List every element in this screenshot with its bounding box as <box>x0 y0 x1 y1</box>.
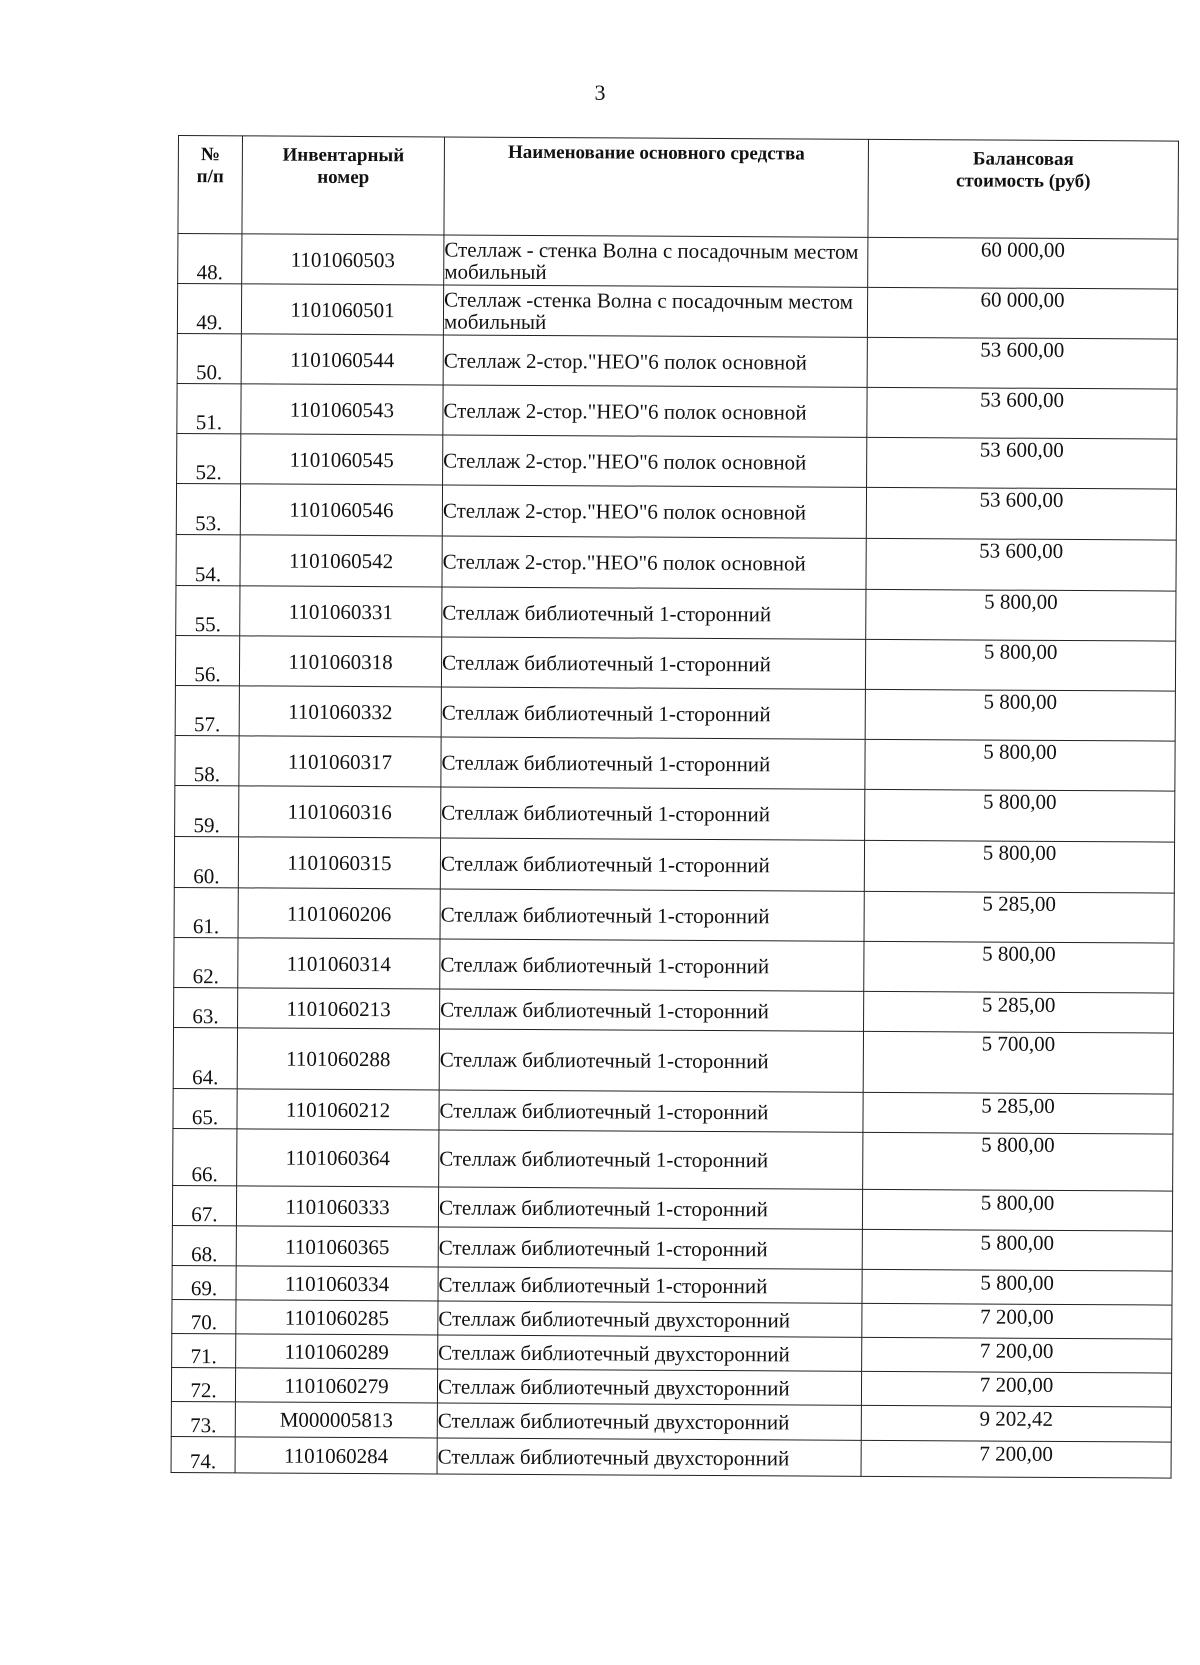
table-row <box>174 937 1174 993</box>
row-number: 64. <box>173 1027 237 1088</box>
balance-cost: 5 800,00 <box>864 840 1174 893</box>
asset-name: Стеллаж библиотечный 1-сторонний <box>441 687 865 739</box>
table-row <box>177 433 1177 489</box>
balance-cost: 60 000,00 <box>867 287 1177 339</box>
row-number: 67. <box>172 1185 236 1225</box>
table-row <box>172 1333 1172 1373</box>
inventory-number: 1101060206 <box>238 888 440 939</box>
inventory-number: 1101060545 <box>241 434 443 485</box>
balance-cost: 5 285,00 <box>863 1092 1173 1134</box>
table-row <box>176 483 1176 540</box>
balance-cost: 5 800,00 <box>863 1132 1173 1191</box>
asset-name: Стеллаж библиотечный двухсторонний <box>437 1369 861 1405</box>
asset-name: Стеллаж -стенка Волна с посадочным местом мобильный <box>443 285 867 337</box>
inventory-number: 1101060333 <box>236 1186 438 1227</box>
row-number: 51. <box>177 383 241 433</box>
asset-name: Стеллаж библиотечный 1-сторонний <box>441 787 865 840</box>
inventory-number: 1101060284 <box>235 1437 437 1474</box>
row-number: 49. <box>177 284 241 334</box>
balance-cost: 5 800,00 <box>862 1229 1172 1271</box>
header-row-number: № п/п <box>178 136 243 234</box>
row-number: 62. <box>174 937 238 987</box>
asset-name: Стеллаж библиотечный 1-сторонний <box>439 1130 863 1189</box>
table-row <box>176 534 1176 591</box>
balance-cost: 5 700,00 <box>863 1031 1173 1094</box>
inventory-number: 1101060544 <box>241 334 443 385</box>
table-row <box>176 585 1176 641</box>
inventory-number: 1101060213 <box>238 988 440 1029</box>
table-row <box>175 785 1175 842</box>
asset-name: Стеллаж библиотечный 1-сторонний <box>439 1029 863 1092</box>
row-number: 74. <box>171 1436 235 1472</box>
balance-cost: 7 200,00 <box>862 1303 1172 1339</box>
inventory-number: 1101060316 <box>239 786 441 838</box>
inventory-number: 1101060365 <box>236 1226 438 1267</box>
balance-cost: 7 200,00 <box>861 1440 1171 1478</box>
asset-name: Стеллаж библиотечный 1-сторонний <box>442 587 866 639</box>
inventory-number: 1101060288 <box>237 1028 439 1090</box>
asset-name: Стеллаж библиотечный двухсторонний <box>437 1403 861 1440</box>
table-row <box>175 635 1175 691</box>
table-row <box>173 1027 1173 1094</box>
inventory-number: 1101060501 <box>241 284 443 335</box>
table-body <box>171 234 1178 1479</box>
inventory-number: 1101060314 <box>238 938 440 989</box>
asset-name: Стеллаж библиотечный двухсторонний <box>438 1301 862 1337</box>
row-number: 50. <box>177 333 241 383</box>
table-row <box>171 1436 1171 1478</box>
asset-name: Стеллаж 2-стор."НЕО"6 полок основной <box>443 435 867 487</box>
header-inventory-number: Инвентарный номер <box>242 136 445 235</box>
balance-cost: 5 285,00 <box>864 891 1174 943</box>
asset-name: Стеллаж 2-стор."НЕО"6 полок основной <box>442 485 866 538</box>
row-number: 65. <box>173 1088 237 1128</box>
balance-cost: 5 800,00 <box>862 1189 1172 1231</box>
balance-cost: 7 200,00 <box>861 1371 1171 1407</box>
row-number: 53. <box>176 483 240 534</box>
inventory-number: 1101060503 <box>242 234 444 285</box>
balance-cost: 7 200,00 <box>862 1337 1172 1373</box>
table-header-row <box>178 136 1179 240</box>
table-row <box>171 1401 1171 1442</box>
balance-cost: 5 800,00 <box>862 1269 1172 1305</box>
table-row <box>171 1367 1171 1407</box>
asset-name: Стеллаж библиотечный 1-сторонний <box>439 1090 863 1132</box>
asset-name: Стеллаж библиотечный 1-сторонний <box>440 939 864 991</box>
table-row <box>178 234 1178 290</box>
asset-name: Стеллаж библиотечный двухсторонний <box>438 1335 862 1371</box>
table-row <box>173 1128 1173 1191</box>
table-row <box>175 685 1175 741</box>
balance-cost: 53 600,00 <box>866 538 1176 591</box>
inventory-number: 1101060212 <box>237 1089 439 1130</box>
table-row <box>177 284 1177 340</box>
fixed-assets-table <box>171 135 1179 1479</box>
balance-cost: 53 600,00 <box>866 487 1176 540</box>
row-number: 70. <box>172 1299 236 1333</box>
row-number: 52. <box>177 433 241 483</box>
header-asset-name: Наименование основного средства <box>444 137 869 237</box>
row-number: 54. <box>176 534 240 585</box>
inventory-number: 1101060285 <box>236 1300 438 1335</box>
inventory-number: 1101060317 <box>239 736 441 787</box>
asset-name: Стеллаж 2-стор."НЕО"6 полок основной <box>443 335 867 387</box>
balance-cost: 53 600,00 <box>867 437 1177 489</box>
inventory-number: 1101060289 <box>236 1334 438 1369</box>
asset-name: Стеллаж библиотечный двухсторонний <box>437 1438 861 1476</box>
inventory-number: 1101060542 <box>240 535 442 587</box>
balance-cost: 60 000,00 <box>868 237 1178 289</box>
row-number: 69. <box>172 1265 236 1299</box>
balance-cost: 5 800,00 <box>865 739 1175 791</box>
row-number: 66. <box>173 1128 237 1185</box>
row-number: 58. <box>175 735 239 785</box>
inventory-number: 1101060543 <box>241 384 443 435</box>
inventory-number: 1101060546 <box>240 484 442 536</box>
balance-cost: 5 285,00 <box>864 991 1174 1033</box>
row-number: 56. <box>175 635 239 685</box>
balance-cost: 9 202,42 <box>861 1405 1171 1442</box>
header-balance-cost: Балансовая стоимость (руб) <box>868 139 1179 239</box>
asset-name: Стеллаж 2-стор."НЕО"6 полок основной <box>442 536 866 589</box>
inventory-number: 1101060279 <box>235 1368 437 1403</box>
row-number: 61. <box>174 887 238 937</box>
asset-name: Стеллаж библиотечный 1-сторонний <box>441 737 865 789</box>
row-number: 57. <box>175 685 239 735</box>
row-number: 63. <box>174 987 238 1027</box>
asset-name: Стеллаж библиотечный 1-сторонний <box>438 1187 862 1229</box>
asset-name: Стеллаж библиотечный 1-сторонний <box>440 838 864 891</box>
inventory-number: 1101060332 <box>239 686 441 737</box>
balance-cost: 5 800,00 <box>865 789 1175 842</box>
row-number: 73. <box>171 1401 235 1436</box>
row-number: 68. <box>172 1225 236 1265</box>
table-row <box>175 735 1175 791</box>
row-number: 48. <box>178 234 242 284</box>
asset-name: Стеллаж библиотечный 1-сторонний <box>440 989 864 1031</box>
table-row <box>174 836 1174 893</box>
row-number: 59. <box>175 785 239 836</box>
balance-cost: 5 800,00 <box>865 689 1175 741</box>
table-row <box>172 1265 1172 1305</box>
inventory-number: 1101060331 <box>240 586 442 637</box>
table-row <box>177 333 1177 389</box>
table-row <box>172 1299 1172 1339</box>
table-row <box>174 987 1174 1033</box>
asset-name: Стеллаж библиотечный 1-сторонний <box>438 1227 862 1269</box>
balance-cost: 5 800,00 <box>866 589 1176 641</box>
inventory-number: 1101060334 <box>236 1266 438 1301</box>
table-row <box>173 1088 1173 1134</box>
row-number: 60. <box>174 836 238 887</box>
row-number: 72. <box>171 1367 235 1401</box>
inventory-number: 1101060364 <box>237 1129 439 1187</box>
balance-cost: 5 800,00 <box>864 941 1174 993</box>
balance-cost: 53 600,00 <box>867 337 1177 389</box>
asset-name: Стеллаж библиотечный 1-сторонний <box>440 889 864 941</box>
balance-cost: 5 800,00 <box>865 639 1175 691</box>
balance-cost: 53 600,00 <box>867 387 1177 439</box>
table-row <box>172 1225 1172 1271</box>
asset-name: Стеллаж 2-стор."НЕО"6 полок основной <box>443 385 867 437</box>
table-row <box>174 887 1174 943</box>
row-number: 71. <box>172 1333 236 1367</box>
inventory-number: 1101060318 <box>239 636 441 687</box>
table-row <box>172 1185 1172 1231</box>
page-number: 3 <box>594 80 606 105</box>
asset-name: Стеллаж - стенка Волна с посадочным местом мобильный <box>444 235 868 287</box>
asset-name: Стеллаж библиотечный 1-сторонний <box>441 637 865 689</box>
inventory-number: 1101060315 <box>238 837 440 889</box>
row-number: 55. <box>176 585 240 635</box>
table-row <box>177 383 1177 439</box>
inventory-number: М000005813 <box>235 1402 437 1438</box>
asset-name: Стеллаж библиотечный 1-сторонний <box>438 1267 862 1303</box>
